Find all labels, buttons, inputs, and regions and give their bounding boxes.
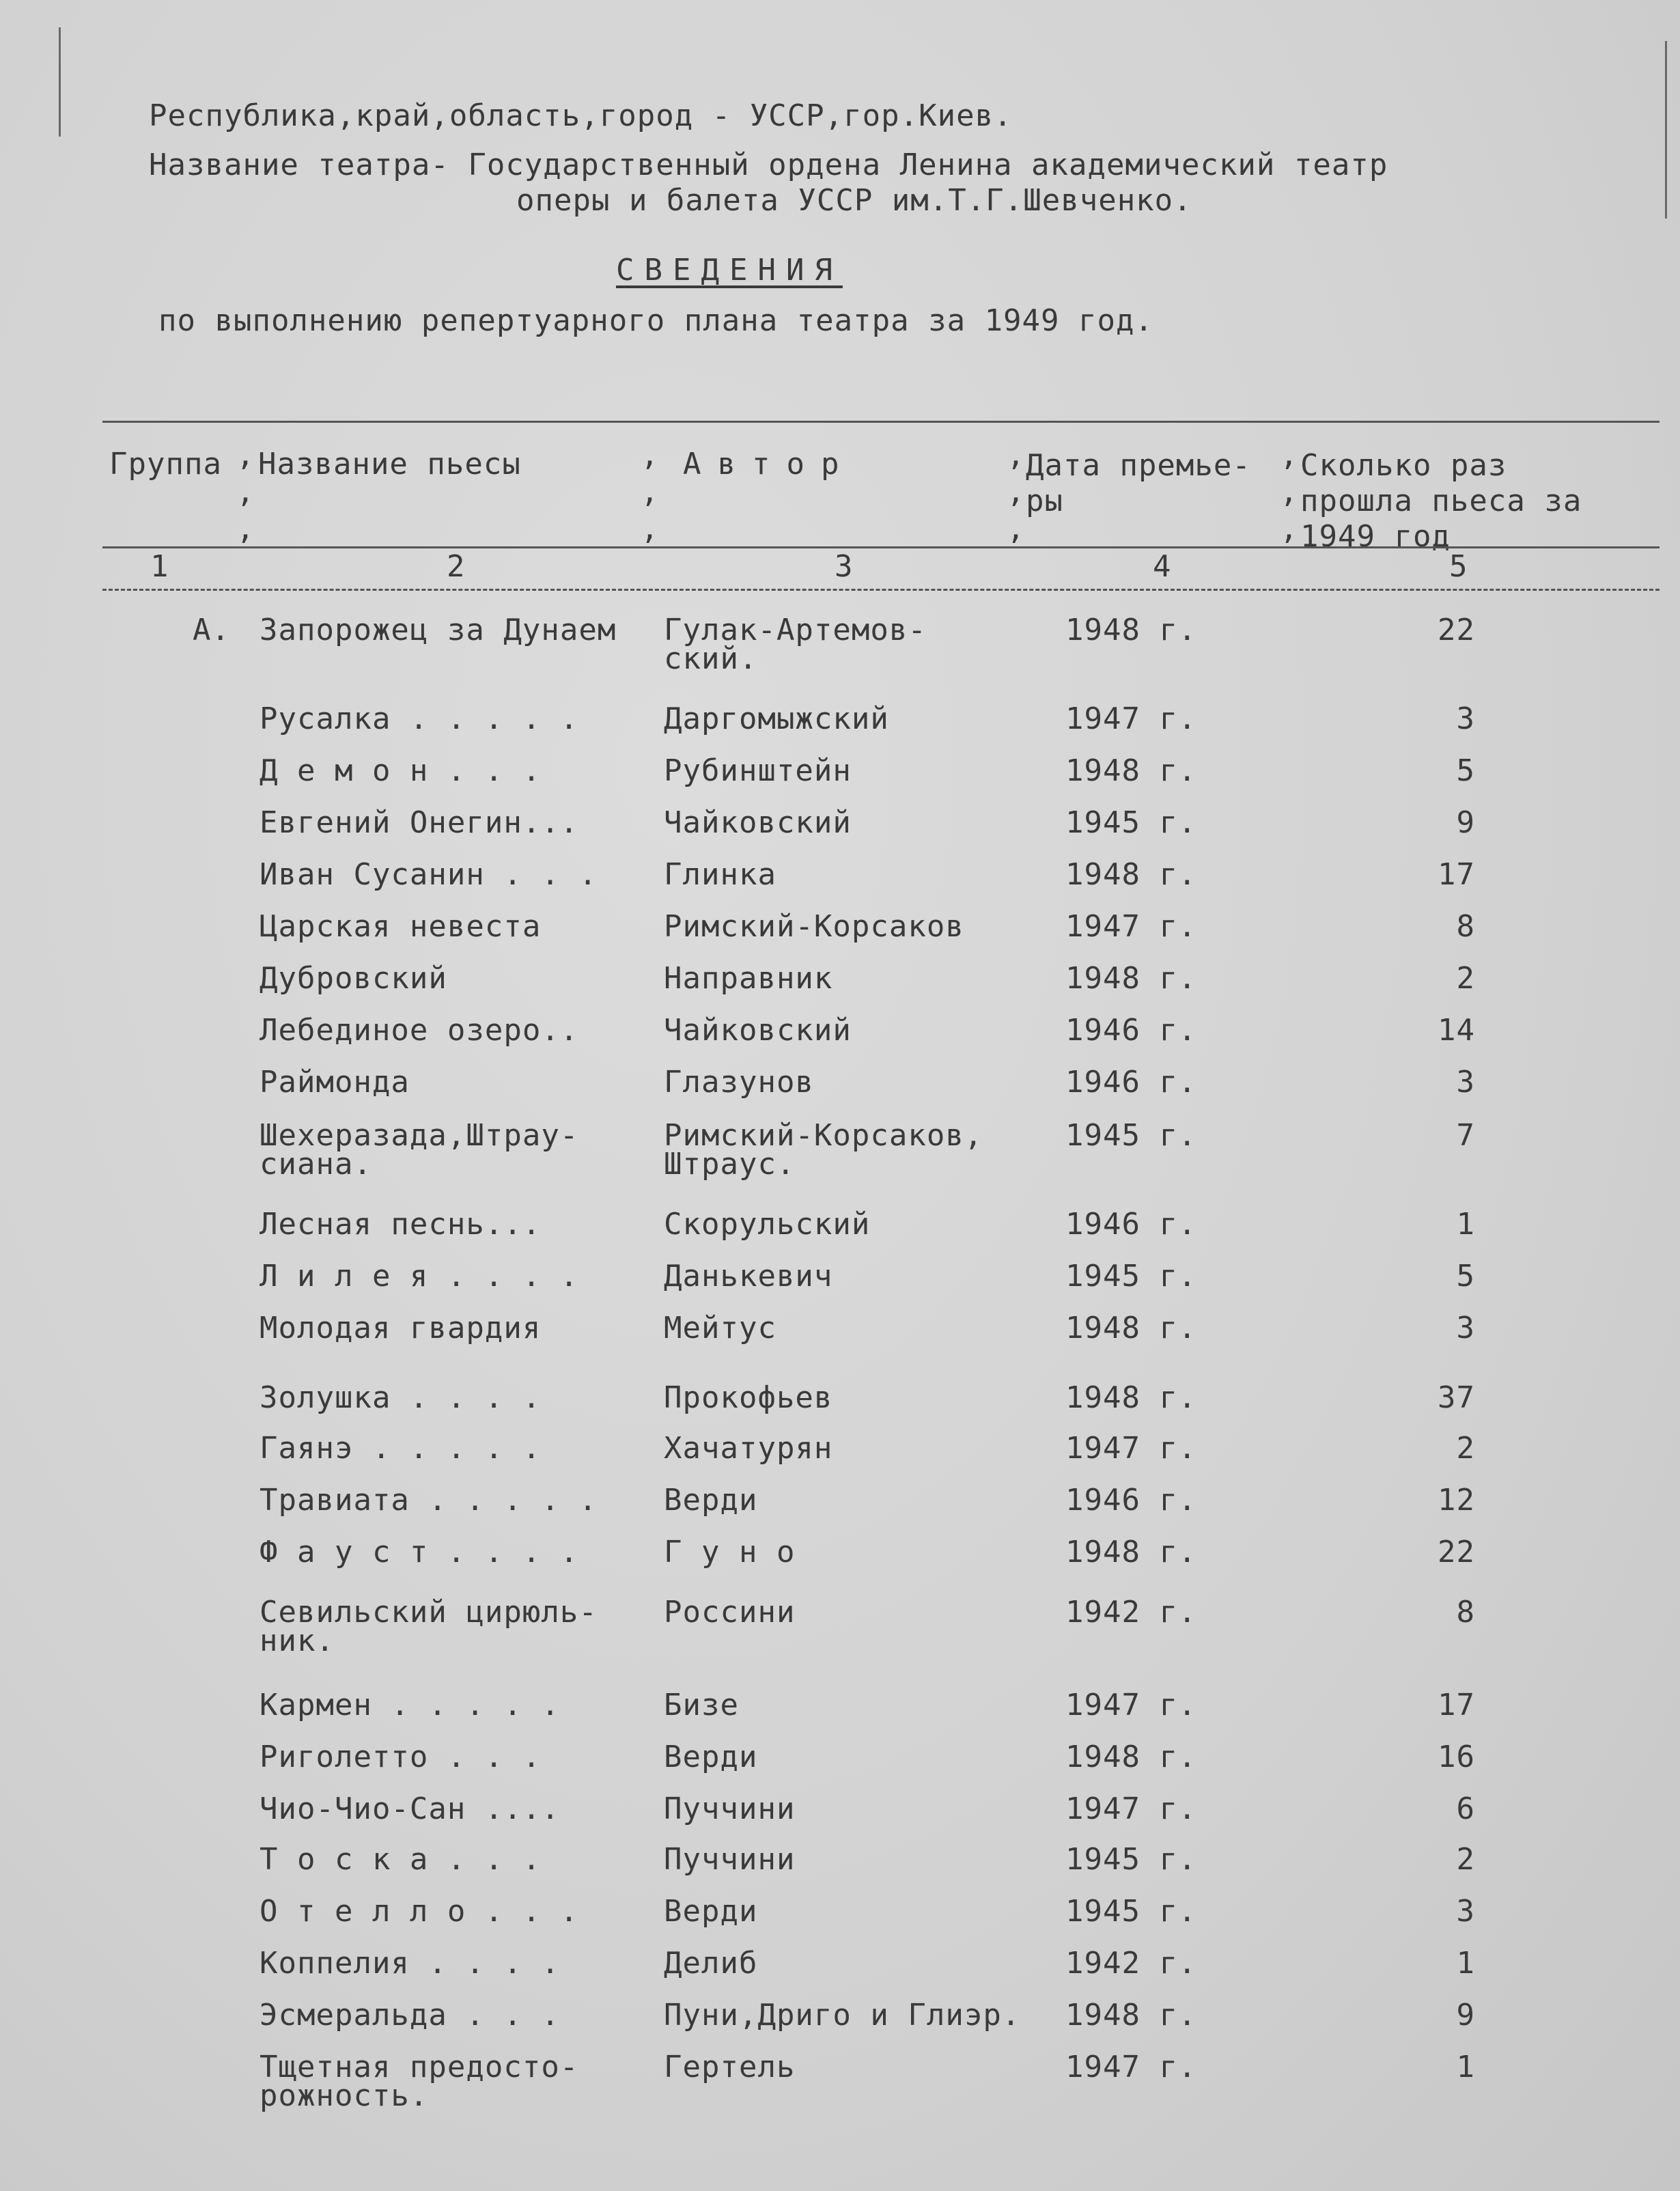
table-row [0, 1535, 1680, 1604]
row-group: А. [193, 613, 230, 647]
row-count: 14 [1438, 1013, 1475, 1048]
row-premiere: 1948 г. [1065, 753, 1197, 788]
row-count: 3 [1456, 1894, 1475, 1929]
row-premiere: 1945 г. [1065, 1894, 1197, 1929]
row-author: Прокофьев [664, 1380, 833, 1415]
row-author: Даргомыжский [664, 701, 889, 736]
column-number-2: 2 [447, 549, 466, 584]
row-count: 3 [1456, 701, 1475, 736]
row-premiere: 1948 г. [1065, 1740, 1197, 1774]
row-count: 12 [1438, 1483, 1475, 1518]
row-count: 5 [1456, 1259, 1475, 1294]
row-premiere: 1948 г. [1065, 1535, 1197, 1569]
row-premiere: 1946 г. [1065, 1207, 1197, 1242]
row-premiere: 1946 г. [1065, 1013, 1197, 1048]
row-premiere: 1948 г. [1065, 961, 1197, 996]
row-count: 2 [1456, 1842, 1475, 1877]
row-title: Ф а у с т . . . . [260, 1535, 579, 1569]
row-title: Запорожец за Дунаем [260, 613, 617, 647]
row-count: 2 [1456, 1431, 1475, 1466]
column-separator: , , , [641, 438, 660, 546]
row-count: 17 [1438, 1688, 1475, 1722]
row-count: 7 [1456, 1118, 1475, 1153]
row-count: 8 [1456, 909, 1475, 944]
row-count: 22 [1438, 613, 1475, 647]
row-title: Раймонда [260, 1065, 410, 1100]
row-title: Т о с к а . . . [260, 1842, 542, 1877]
row-count: 8 [1456, 1595, 1475, 1630]
column-number-1: 1 [150, 549, 169, 584]
row-count: 1 [1456, 2050, 1475, 2084]
row-title: Молодая гвардия [260, 1311, 542, 1345]
row-premiere: 1942 г. [1065, 1946, 1197, 1981]
row-author: Гулак-Артемов- ский. [664, 613, 927, 676]
row-author: Пуччини [664, 1842, 796, 1877]
table-row [0, 1595, 1680, 1664]
row-title: Тщетная предосто- рожность. [260, 2050, 579, 2113]
row-premiere: 1947 г. [1065, 909, 1197, 944]
row-title: Золушка . . . . [260, 1380, 542, 1415]
row-title: Риголетто . . . [260, 1740, 542, 1774]
row-premiere: 1947 г. [1065, 1791, 1197, 1826]
row-premiere: 1945 г. [1065, 1259, 1197, 1294]
row-author: Чайковский [664, 805, 852, 840]
document-title: СВЕДЕНИЯ [616, 253, 843, 288]
row-count: 37 [1438, 1380, 1475, 1415]
column-separator: , , , [236, 438, 255, 546]
row-count: 3 [1456, 1065, 1475, 1100]
row-count: 6 [1456, 1791, 1475, 1826]
row-author: Направник [664, 961, 833, 996]
row-title: Чио-Чио-Сан .... [260, 1791, 560, 1826]
column-number-4: 4 [1153, 549, 1172, 584]
column-number-5: 5 [1449, 549, 1468, 584]
table-top-rule [102, 421, 1660, 423]
row-title: Царская невеста [260, 909, 542, 944]
row-author: Римский-Корсаков [664, 909, 964, 944]
row-premiere: 1946 г. [1065, 1483, 1197, 1518]
row-premiere: 1947 г. [1065, 1431, 1197, 1466]
row-author: Пуни,Дриго и Глиэр. [664, 1998, 1021, 2033]
column-number-3: 3 [835, 549, 854, 584]
row-premiere: 1948 г. [1065, 1998, 1197, 2033]
row-count: 5 [1456, 753, 1475, 788]
row-title: Лебединое озеро.. [260, 1013, 579, 1048]
header-theatre-name-cont: оперы и балета УССР им.Т.Г.Шевченко. [516, 183, 1192, 218]
table-row [0, 1311, 1680, 1380]
row-title: О т е л л о . . . [260, 1894, 579, 1929]
row-title: Коппелия . . . . [260, 1946, 560, 1981]
row-author: Римский-Корсаков, Штраус. [664, 1118, 983, 1182]
row-premiere: 1947 г. [1065, 1688, 1197, 1722]
page-edge-mark [59, 27, 61, 137]
row-author: Верди [664, 1894, 758, 1929]
row-premiere: 1948 г. [1065, 613, 1197, 647]
row-author: Скорульский [664, 1207, 871, 1242]
table-row [0, 1118, 1680, 1187]
row-premiere: 1947 г. [1065, 2050, 1197, 2084]
row-count: 22 [1438, 1535, 1475, 1569]
column-header-title: Название пьесы [258, 447, 521, 482]
row-premiere: 1948 г. [1065, 1380, 1197, 1415]
row-title: Л и л е я . . . . [260, 1259, 579, 1294]
table-row [0, 613, 1680, 682]
row-premiere: 1947 г. [1065, 701, 1197, 736]
row-count: 9 [1456, 805, 1475, 840]
row-premiere: 1945 г. [1065, 1118, 1197, 1153]
row-premiere: 1945 г. [1065, 805, 1197, 840]
row-premiere: 1948 г. [1065, 1311, 1197, 1345]
row-author: Г у н о [664, 1535, 796, 1569]
row-count: 17 [1438, 857, 1475, 892]
column-separator: , , , [1280, 438, 1299, 546]
row-title: Иван Сусанин . . . [260, 857, 598, 892]
row-author: Верди [664, 1483, 758, 1518]
row-title: Евгений Онегин... [260, 805, 579, 840]
row-premiere: 1948 г. [1065, 857, 1197, 892]
numbers-bottom-rule [102, 589, 1660, 591]
header-theatre-name: Название театра- Государственный ордена Ленина академический театр [149, 148, 1388, 182]
row-author: Пуччини [664, 1791, 796, 1826]
document-subtitle: по выполнению репертуарного плана театра за 1949 год. [158, 303, 1153, 338]
row-count: 2 [1456, 961, 1475, 996]
page-edge-mark [1665, 41, 1667, 219]
row-title: Кармен . . . . . [260, 1688, 560, 1722]
row-count: 16 [1438, 1740, 1475, 1774]
row-author: Глазунов [664, 1065, 814, 1100]
row-author: Мейтус [664, 1311, 776, 1345]
row-author: Бизе [664, 1688, 739, 1722]
header-location: Республика,край,область,город - УССР,гор.Киев. [149, 98, 1013, 133]
column-header-premiere: Дата премье- ры [1026, 448, 1251, 518]
row-author: Рубинштейн [664, 753, 852, 788]
column-header-count: Сколько раз прошла пьеса за 1949 год [1300, 448, 1582, 554]
column-separator: , , , [1007, 438, 1026, 546]
row-title: Эсмеральда . . . [260, 1998, 560, 2033]
row-author: Россини [664, 1595, 796, 1630]
row-title: Дубровский [260, 961, 447, 996]
row-premiere: 1942 г. [1065, 1595, 1197, 1630]
row-title: Русалка . . . . . [260, 701, 579, 736]
header-bottom-rule [102, 546, 1660, 548]
row-count: 3 [1456, 1311, 1475, 1345]
row-author: Хачатурян [664, 1431, 833, 1466]
row-count: 9 [1456, 1998, 1475, 2033]
row-title: Шехеразада,Штрау- сиана. [260, 1118, 579, 1182]
row-count: 1 [1456, 1207, 1475, 1242]
row-count: 1 [1456, 1946, 1475, 1981]
column-header-author: Автор [683, 447, 856, 482]
row-author: Делиб [664, 1946, 758, 1981]
row-premiere: 1945 г. [1065, 1842, 1197, 1877]
row-title: Д е м о н . . . [260, 753, 542, 788]
row-author: Данькевич [664, 1259, 833, 1294]
row-author: Глинка [664, 857, 776, 892]
row-title: Лесная песнь... [260, 1207, 542, 1242]
row-title: Севильский цирюль- ник. [260, 1595, 598, 1658]
row-title: Травиата . . . . . [260, 1483, 598, 1518]
row-author: Гертель [664, 2050, 796, 2084]
row-author: Чайковский [664, 1013, 852, 1048]
table-row [0, 2050, 1680, 2119]
row-title: Гаянэ . . . . . [260, 1431, 542, 1466]
row-premiere: 1946 г. [1065, 1065, 1197, 1100]
column-header-group: Группа [109, 447, 222, 482]
row-author: Верди [664, 1740, 758, 1774]
